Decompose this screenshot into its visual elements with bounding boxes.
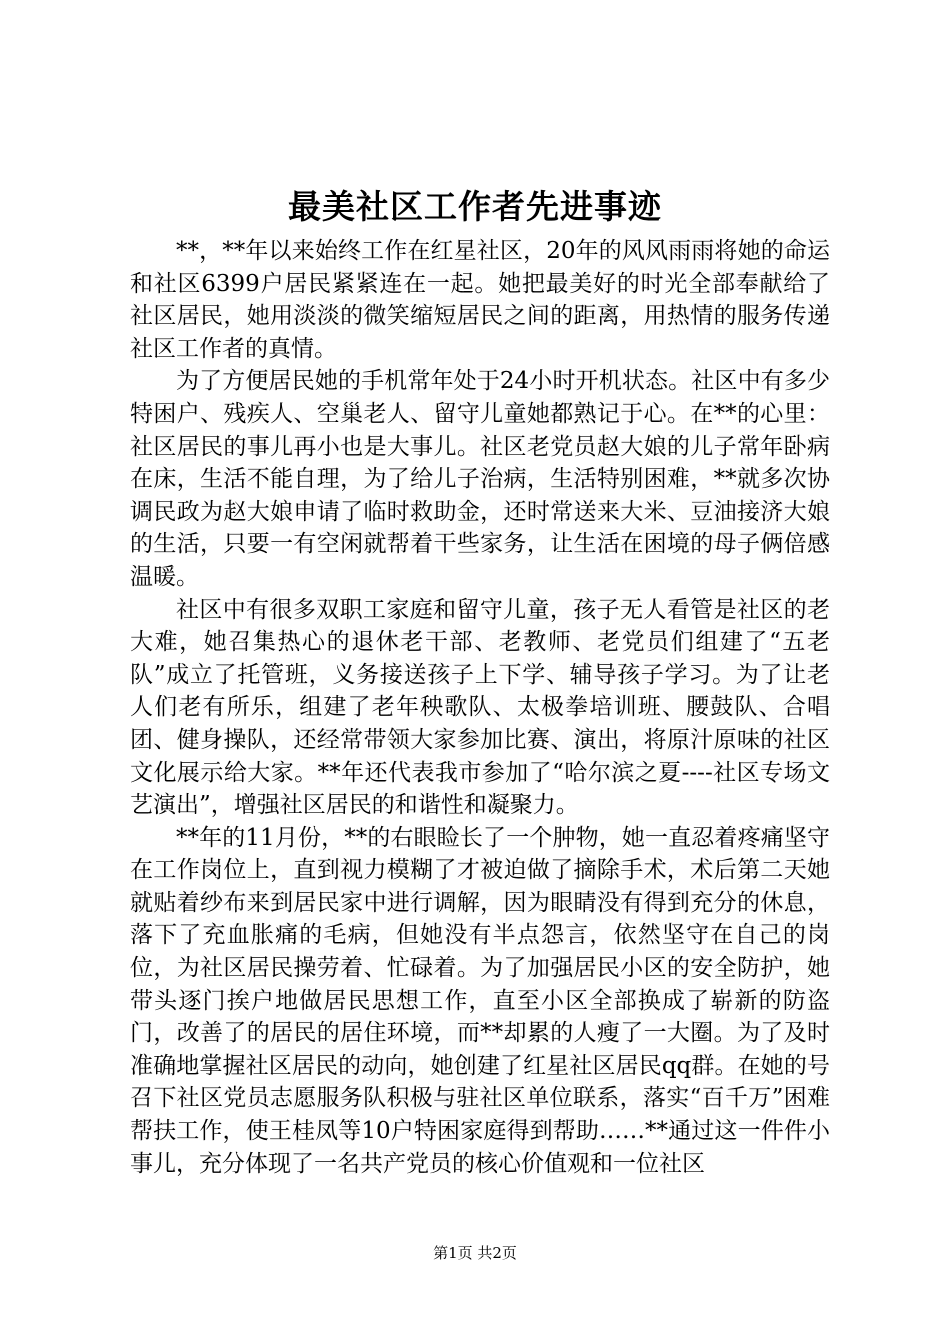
paragraph-4: **年的11月份，**的右眼睑长了一个肿物，她一直忍着疼痛坚守在工作岗位上，直到视力模糊了才被迫做了摘除手术，术后第二天她就贴着纱布来到居民家中进行调解，因为眼睛没有得到充分的休息，落下了充血胀痛的毛病，但她没有半点怨言，依然坚守在自己的岗位，为社区居民操劳着、忙碌着。为了加强居民小区的安全防护，她带头逐门挨户地做居民思想工作，直至小区全部换成了崭新的防盗门，改善了的居民的居住环境，而**却累的人瘦了一大圈。为了及时准确地掌握社区居民的动向，她创建了红星社区居民qq群。在她的号召下社区党员志愿服务队积极与驻社区单位联系，落实“百千万”困难帮扶工作，使王桂凤等10户特困家庭得到帮助……**通过这一件件小事儿，充分体现了一名共产党员的核心价值观和一位社区 <box>130 824 830 1177</box>
paragraph-2: 为了方便居民她的手机常年处于24小时开机状态。社区中有多少特困户、残疾人、空巢老人、留守儿童她都熟记于心。在**的心里：社区居民的事儿再小也是大事儿。社区老党员赵大娘的儿子常年卧病在床，生活不能自理，为了给儿子治病，生活特别困难，**就多次协调民政为赵大娘申请了临时救助金，还时常送来大米、豆油接济大娘的生活，只要一有空闲就帮着干些家务，让生活在困境的母子俩倍感温暖。 <box>130 368 830 590</box>
document-title: 最美社区工作者先进事迹 <box>288 187 662 226</box>
page-footer: 第1页 共2页 <box>433 1244 517 1262</box>
document-body <box>130 235 830 1180</box>
paragraph-1: **，**年以来始终工作在红星社区，20年的风风雨雨将她的命运和社区6399户居民紧紧连在一起。她把最美好的时光全部奉献给了社区居民，她用淡淡的微笑缩短居民之间的距离，用热情的服务传递社区工作者的真情。 <box>130 238 830 362</box>
paragraph-3: 社区中有很多双职工家庭和留守儿童，孩子无人看管是社区的老大难，她召集热心的退休老干部、老教师、老党员们组建了“五老队”成立了托管班，义务接送孩子上下学、辅导孩子学习。为了让老人们老有所乐，组建了老年秧歌队、太极拳培训班、腰鼓队、合唱团、健身操队，还经常带领大家参加比赛、演出，将原汁原味的社区文化展示给大家。**年还代表我市参加了“哈尔滨之夏----社区专场文艺演出”，增强社区居民的和谐性和凝聚力。 <box>130 596 830 819</box>
